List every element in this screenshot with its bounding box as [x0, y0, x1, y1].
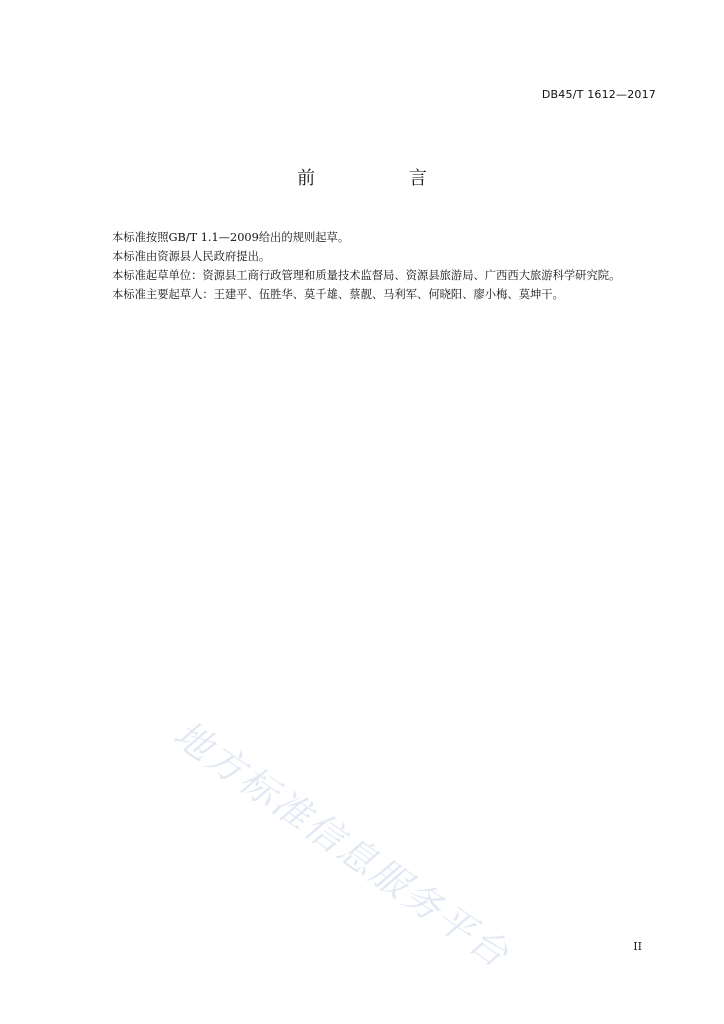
foreword-body [86, 228, 658, 304]
page-number: II [633, 940, 642, 953]
paragraph-drafters: 本标准主要起草人：王建平、伍胜华、莫千雄、蔡靓、马利军、何晓阳、廖小梅、莫坤干。 [112, 288, 564, 301]
section-title: 前 言 [297, 168, 471, 189]
standard-code: DB45/T 1612—2017 [541, 88, 656, 101]
paragraph-drafting-rules: 本标准按照GB/T 1.1—2009给出的规则起草。 [112, 231, 350, 244]
watermark: 地方标准信息服务平台 [165, 712, 518, 977]
paragraph-proposer: 本标准由资源县人民政府提出。 [112, 250, 271, 263]
paragraph-drafting-units: 本标准起草单位：资源县工商行政管理和质量技术监督局、资源县旅游局、广西西大旅游科学研究院。 [112, 269, 621, 282]
